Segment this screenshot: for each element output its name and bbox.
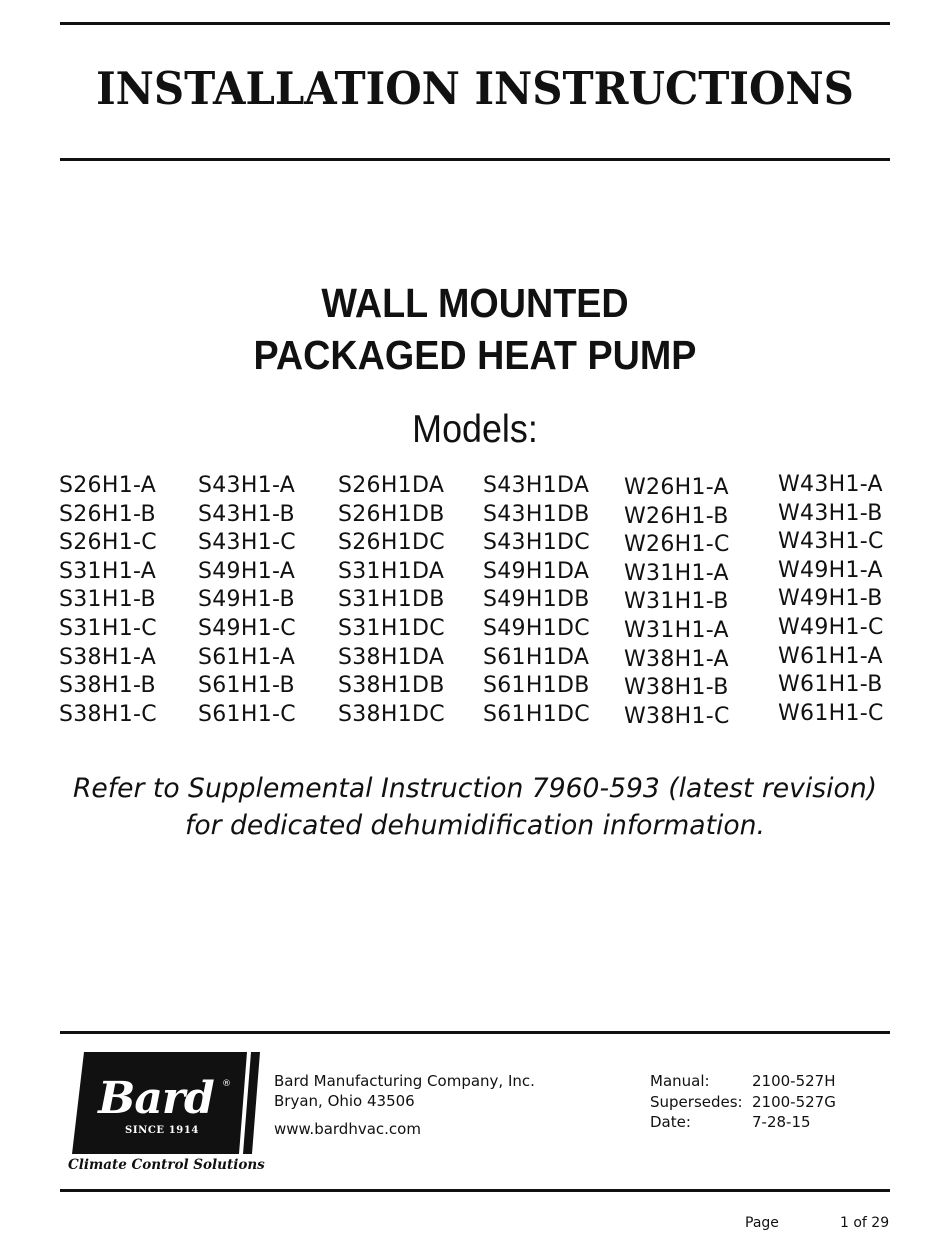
model-number: S43H1DB (483, 501, 590, 527)
model-number: S38H1-C (59, 701, 157, 727)
model-number: S38H1DB (338, 673, 445, 699)
model-column-4 (483, 472, 590, 729)
company-address: Bryan, Ohio 43506 (274, 1092, 415, 1110)
manual-info (650, 1071, 836, 1133)
model-number: S61H1-A (198, 644, 296, 670)
date-value: 7-28-15 (752, 1113, 811, 1131)
model-number: S31H1DA (338, 558, 445, 584)
company-info (274, 1071, 535, 1111)
model-number: W26H1-C (624, 532, 730, 558)
model-number: S43H1DA (483, 473, 590, 498)
manual-label: Manual: (650, 1072, 710, 1090)
model-number: S49H1DA (483, 558, 590, 584)
supersedes-label: Supersedes: (650, 1092, 743, 1111)
model-number: W43H1-B (778, 500, 883, 526)
model-number: S61H1-C (198, 701, 296, 727)
logo-since: SINCE 1914 (125, 1125, 199, 1136)
model-number: S49H1-A (198, 558, 296, 584)
company-name: Bard Manufacturing Company, Inc. (274, 1072, 535, 1090)
model-number: S61H1DC (483, 701, 590, 727)
company-website-link[interactable]: www.bardhvac.com (274, 1120, 421, 1138)
model-number: S38H1-B (59, 673, 156, 699)
supplemental-note-line2: for dedicated dehumidification information. (184, 810, 766, 841)
model-number: S31H1DB (338, 587, 445, 613)
model-number: S26H1-B (59, 501, 156, 527)
model-column-3 (338, 472, 445, 729)
model-number: S26H1DB (338, 501, 445, 527)
model-number: S38H1-A (59, 644, 157, 670)
model-number: S38H1DA (338, 644, 445, 670)
model-number: S26H1-C (59, 530, 157, 556)
model-number: S43H1-A (198, 473, 296, 498)
model-number: S61H1DA (483, 644, 590, 670)
model-number: W49H1-B (778, 586, 883, 612)
model-number: S31H1-C (59, 615, 157, 641)
model-number: S31H1-A (59, 558, 157, 584)
footer-top-rule (60, 1031, 890, 1034)
model-number: S43H1-B (198, 501, 295, 527)
supplemental-note-line1: Refer to Supplemental Instruction 7960-593 (latest revision) (72, 773, 878, 804)
model-number: S49H1DC (483, 615, 590, 641)
model-column-1 (59, 472, 157, 729)
model-number: S26H1DC (338, 530, 445, 556)
product-title-line2: PACKAGED HEAT PUMP (253, 332, 697, 378)
document-title: INSTALLATION INSTRUCTIONS (96, 62, 854, 115)
footer-bottom-rule (60, 1189, 890, 1192)
model-number: W31H1-B (624, 589, 729, 615)
model-number: S49H1-C (198, 615, 296, 641)
model-number: S61H1-B (198, 673, 295, 699)
model-number: S31H1-B (59, 587, 156, 613)
model-number: S49H1DB (483, 587, 590, 613)
bard-logo (66, 1050, 266, 1156)
model-number: S49H1-B (198, 587, 295, 613)
model-number: W38H1-A (624, 646, 729, 672)
supersedes-row (650, 1092, 836, 1113)
model-number: W31H1-A (624, 617, 729, 643)
model-number: S61H1DB (483, 673, 590, 699)
page-label: Page (745, 1215, 779, 1231)
date-label: Date: (650, 1113, 691, 1131)
model-number: W43H1-C (778, 529, 884, 555)
model-number: S43H1-C (198, 530, 296, 556)
manual-row (650, 1071, 836, 1092)
model-number: W38H1-B (624, 675, 729, 701)
model-number: W61H1-B (778, 672, 883, 698)
model-number: W26H1-A (624, 475, 729, 500)
model-number: W38H1-C (624, 703, 730, 729)
title-rule (60, 158, 890, 161)
model-number: W26H1-B (624, 503, 729, 529)
date-row (650, 1112, 836, 1133)
model-number: S43H1DC (483, 530, 590, 556)
model-number: W43H1-A (778, 472, 883, 497)
model-number: W31H1-A (624, 560, 729, 586)
top-rule (60, 22, 890, 25)
model-number: S26H1-A (59, 473, 157, 498)
model-column-5 (624, 474, 730, 731)
model-column-2 (198, 472, 296, 729)
model-number: W61H1-A (778, 643, 883, 669)
model-number: S26H1DA (338, 473, 445, 498)
manual-value: 2100-527H (752, 1072, 836, 1090)
product-title-line1: WALL MOUNTED (321, 280, 629, 326)
model-number: S31H1DC (338, 615, 445, 641)
model-number: S38H1DC (338, 701, 445, 727)
logo-tagline: Climate Control Solutions (68, 1157, 265, 1173)
model-number: W61H1-C (778, 700, 884, 726)
model-number: W49H1-A (778, 557, 883, 583)
models-heading: Models: (412, 408, 538, 451)
page-number: 1 of 29 (840, 1215, 890, 1231)
logo-registered: ® (222, 1079, 231, 1089)
supersedes-value: 2100-527G (752, 1092, 836, 1111)
model-column-6 (778, 471, 884, 728)
logo-brand: Bard (98, 1073, 214, 1124)
model-number: W49H1-C (778, 614, 884, 640)
